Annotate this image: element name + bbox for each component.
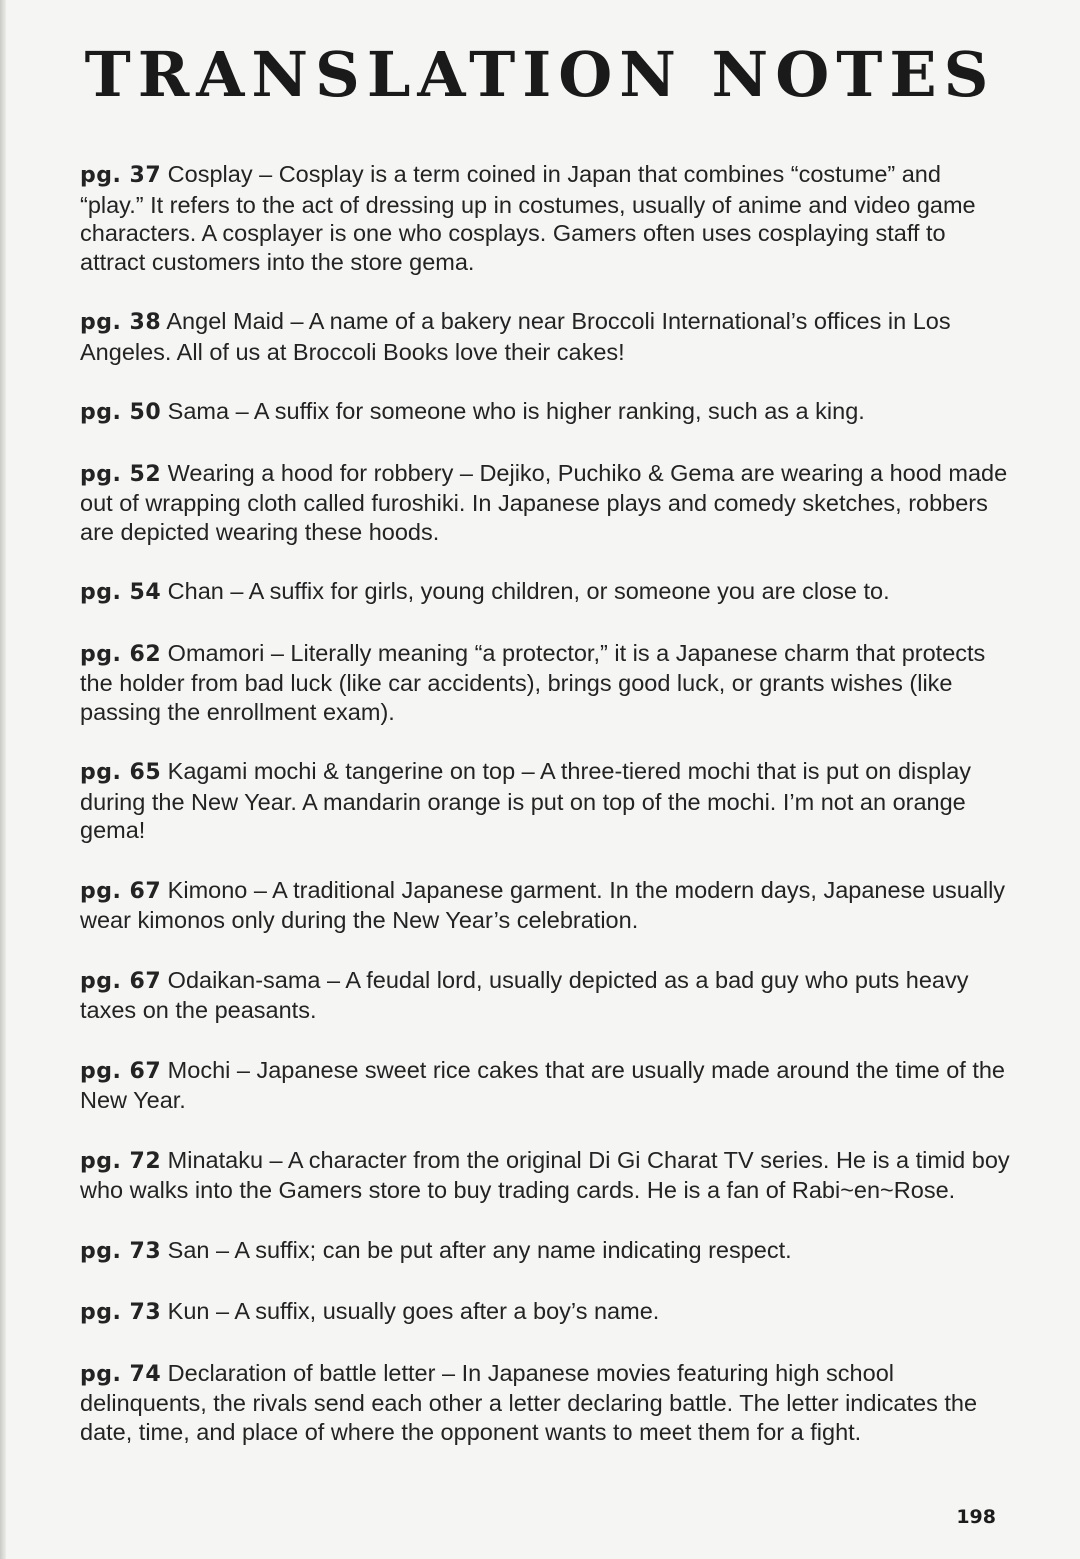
note-item bbox=[80, 459, 1010, 547]
note-page-ref: pg. 52 bbox=[80, 461, 162, 487]
translation-notes-list bbox=[80, 160, 1010, 1477]
note-text: Omamori – Literally meaning “a protector,” it is a Japanese charm that protects the holder from bad luck (like car accidents), brings good luck, or grants wishes (like passing the enrollment exam). bbox=[80, 639, 986, 725]
note-item bbox=[80, 876, 1010, 935]
note-item bbox=[80, 1056, 1010, 1115]
note-page-ref: pg. 72 bbox=[80, 1148, 162, 1174]
note-page-ref: pg. 67 bbox=[80, 968, 162, 994]
note-item bbox=[80, 639, 1010, 727]
note-item bbox=[80, 160, 1010, 276]
note-page-ref: pg. 38 bbox=[80, 310, 162, 335]
note-page-ref: pg. 62 bbox=[80, 641, 162, 667]
note-text: Angel Maid – A name of a bakery near Broccoli International’s offices in Los Angeles. All of us at Broccoli Books love their cakes! bbox=[80, 308, 951, 365]
note-page-ref: pg. 67 bbox=[80, 1058, 162, 1084]
note-item bbox=[80, 757, 1010, 845]
note-item bbox=[80, 1297, 1010, 1328]
note-item bbox=[80, 1359, 1010, 1447]
note-page-ref: pg. 54 bbox=[80, 580, 162, 605]
note-text: Kagami mochi & tangerine on top – A three-tiered mochi that is put on display during the New Year. A mandarin orange is put on top of the mochi. I’m not an orange gema! bbox=[80, 758, 972, 843]
note-page-ref: pg. 50 bbox=[80, 400, 162, 425]
note-item bbox=[80, 966, 1010, 1025]
page-spine-shadow bbox=[0, 0, 6, 1559]
note-page-ref: pg. 37 bbox=[80, 163, 162, 188]
note-text: Chan – A suffix for girls, young children, or someone you are close to. bbox=[167, 578, 890, 604]
note-item bbox=[80, 307, 1010, 366]
note-item bbox=[80, 1146, 1010, 1205]
page-title: TRANSLATION NOTES bbox=[84, 38, 996, 111]
note-item bbox=[80, 1236, 1010, 1267]
note-text: San – A suffix; can be put after any name indicating respect. bbox=[167, 1236, 792, 1263]
note-text: Sama – A suffix for someone who is higher ranking, such as a king. bbox=[167, 398, 865, 424]
note-text: Declaration of battle letter – In Japanese movies featuring high school delinquents, the rivals send each other a letter declaring battle. The letter indicates the date, time, and place of where the opponent wants to meet them for a fight. bbox=[80, 1359, 978, 1445]
note-text: Cosplay – Cosplay is a term coined in Japan that combines “costume” and “play.” It refers to the act of dressing up in costumes, usually of anime and video game characters. A cosplayer is one who cosplays. Gamers often uses cosplaying staff to attract customers into the store gema. bbox=[80, 161, 976, 275]
note-item bbox=[80, 577, 1010, 608]
note-item bbox=[80, 397, 1010, 428]
note-text: Mochi – Japanese sweet rice cakes that are usually made around the time of the New Year. bbox=[80, 1056, 1005, 1113]
note-page-ref: pg. 67 bbox=[80, 878, 162, 904]
note-page-ref: pg. 73 bbox=[80, 1300, 162, 1325]
note-page-ref: pg. 73 bbox=[80, 1238, 162, 1264]
note-text: Kimono – A traditional Japanese garment. In the modern days, Japanese usually wear kimonos only during the New Year’s celebration. bbox=[80, 876, 1006, 933]
page-number: 198 bbox=[956, 1506, 996, 1528]
note-text: Odaikan-sama – A feudal lord, usually depicted as a bad guy who puts heavy taxes on the peasants. bbox=[80, 966, 969, 1023]
note-text: Kun – A suffix, usually goes after a boy’s name. bbox=[167, 1298, 660, 1324]
note-page-ref: pg. 74 bbox=[80, 1361, 162, 1387]
note-page-ref: pg. 65 bbox=[80, 760, 162, 785]
note-text: Minataku – A character from the original Di Gi Charat TV series. He is a timid boy who walks into the Gamers store to buy trading cards. He is a fan of Rabi~en~Rose. bbox=[80, 1146, 1010, 1203]
note-text: Wearing a hood for robbery – Dejiko, Puchiko & Gema are wearing a hood made out of wrapping cloth called furoshiki. In Japanese plays and comedy sketches, robbers are depicted wearing these hoods. bbox=[80, 459, 1008, 545]
